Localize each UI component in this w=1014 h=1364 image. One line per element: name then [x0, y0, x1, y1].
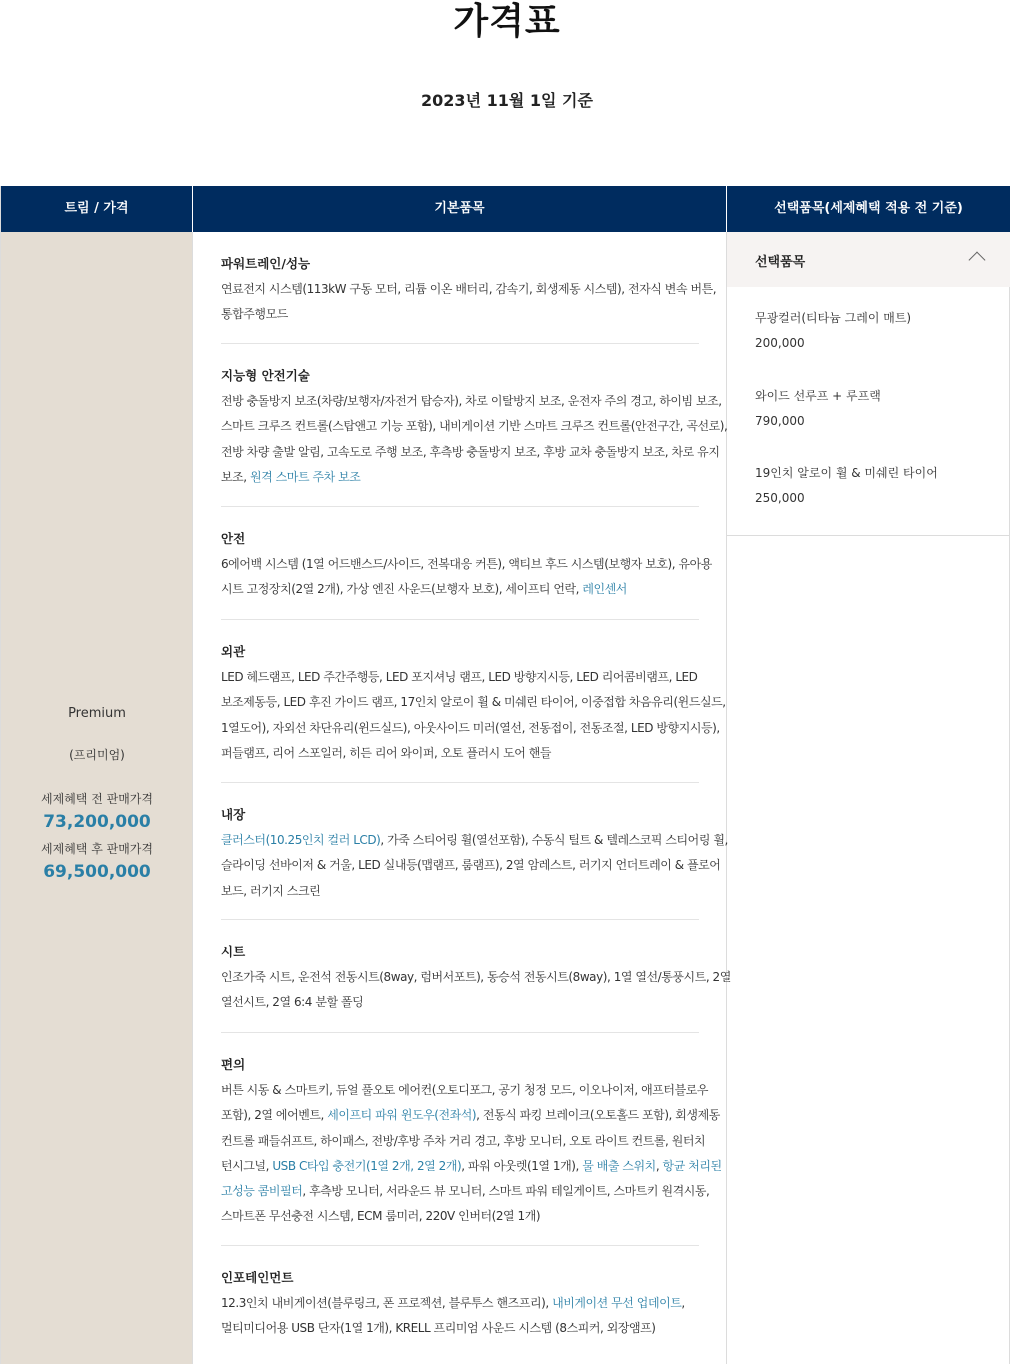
section-line	[221, 277, 717, 302]
option-price: 200,000	[755, 336, 805, 350]
section-line	[221, 1078, 709, 1103]
feature-text: 전방 차량 출발 알림, 고속도로 주행 보조, 후측방 충돌방지 보조, 후방 교차 충돌방지 보조, 차로 유지	[221, 444, 720, 459]
feature-text: , 파워 아웃렛(1열 1개),	[461, 1158, 583, 1173]
feature-text: 1열도어), 자외선 차단유리(윈드실드), 아웃사이드 미러(열선, 전동접이, 전동조절, LED 방향지시등),	[221, 720, 720, 735]
highlighted-feature: 클러스터(10.25인치 컬러 LCD)	[221, 833, 381, 847]
section-body	[221, 552, 712, 603]
section-line	[221, 1154, 722, 1179]
highlighted-feature: 물 배출 스위치	[582, 1158, 656, 1173]
option-price: 790,000	[755, 414, 805, 428]
header-basic-items: 기본품목	[193, 186, 727, 232]
section-title: 안전	[221, 531, 246, 546]
section-line	[221, 414, 728, 439]
feature-text: 버튼 시동 & 스마트키, 듀얼 풀오토 에어컨(오토디포그, 공기 청정 모드, 이오나이저, 애프터블로우	[221, 1083, 709, 1097]
basic-section	[221, 507, 712, 620]
feature-text: 통합주행모드	[221, 307, 288, 322]
section-line	[221, 1316, 699, 1341]
section-title: 파워트레인/성능	[221, 256, 311, 271]
header-option-items: 선택품목(세제혜택 적용 전 기준)	[774, 201, 963, 216]
table-header	[1, 186, 1010, 232]
feature-text: LED 헤드램프, LED 주간주행등, LED 포지셔닝 램프, LED 방향지시등, LED 리어콤비램프, LED	[221, 670, 698, 684]
option-item	[755, 387, 995, 430]
header-trim-price: 트림 / 가격	[1, 186, 193, 232]
option-name: 19인치 알로이 휠 & 미쉐린 타이어	[755, 466, 938, 480]
highlighted-feature: USB C타입 충전기(1열 2개, 2열 2개)	[272, 1158, 462, 1173]
section-line	[221, 690, 726, 715]
section-line	[221, 1204, 699, 1229]
page-date-note: 2023년 11월 1일 기준	[421, 91, 593, 110]
option-name: 무광컬러(티타늄 그레이 매트)	[755, 311, 912, 325]
feature-text: , 가죽 스티어링 휠(열선포함), 수동식 틸트 & 텔레스코픽 스티어링 휠,	[380, 833, 728, 847]
feature-text: 12.3인치 내비게이션(블루링크, 폰 프로젝션, 블루투스 핸즈프리),	[221, 1296, 553, 1310]
feature-text: 스마트 크루즈 컨트롤(스탑앤고 기능 포함), 내비게이션 기반 스마트 크루즈 컨트롤(안전구간, 곡선로),	[221, 419, 728, 434]
basic-section	[221, 232, 717, 344]
price-before-label: 세제혜택 전 판매가격	[41, 792, 153, 806]
feature-text: , 후측방 모니터, 서라운드 뷰 모니터, 스마트 파워 테일게이트, 스마트키 원격시동,	[302, 1184, 710, 1199]
option-accordion-header[interactable]	[727, 232, 1010, 287]
basic-section	[221, 344, 728, 507]
basic-section	[221, 620, 726, 783]
basic-items-column	[193, 232, 731, 1364]
option-price: 250,000	[755, 491, 805, 505]
option-item	[755, 309, 995, 352]
section-body	[221, 665, 726, 766]
basic-section	[221, 1246, 699, 1364]
price-after-value: 69,500,000	[43, 862, 151, 882]
feature-text: 전방 충돌방지 보조(차량/보행자/자전거 탑승자), 차로 이탈방지 보조, 운전자 주의 경고, 하이빔 보조,	[221, 394, 722, 408]
feature-text: 보드, 러기지 스크린	[221, 883, 321, 898]
highlighted-feature: 원격 스마트 주차 보조	[250, 469, 361, 484]
highlighted-feature: 세이프티 파워 윈도우(전좌석)	[327, 1108, 477, 1123]
section-line	[221, 1103, 720, 1128]
option-name: 와이드 선루프 + 루프랙	[755, 389, 881, 403]
highlighted-feature: 항균 처리된	[662, 1158, 722, 1173]
feature-text: 보조제동등, LED 후진 가이드 램프, 17인치 알로이 휠 & 미쉐린 타이어, 이중접합 차음유리(윈드실드,	[221, 695, 726, 710]
feature-text: 슬라이딩 선바이저 & 거울, LED 실내등(맵램프, 룸램프), 2열 암레스트, 러기지 언더트레이 & 플로어	[221, 858, 721, 873]
basic-section	[221, 920, 731, 1033]
section-title: 시트	[221, 944, 246, 959]
feature-text: 6에어백 시스템 (1열 어드밴스드/사이드, 전복대응 커튼), 액티브 후드 시스템(보행자 보호), 유아용	[221, 557, 712, 571]
feature-text: 연료전지 시스템(113kW 구동 모터, 리튬 이온 배터리, 감속기, 회생제동 시스템), 전자식 변속 버튼,	[221, 282, 717, 296]
price-after-label: 세제혜택 후 판매가격	[41, 842, 153, 856]
section-line	[221, 1179, 710, 1204]
section-body	[221, 965, 731, 1016]
section-title: 인포테인먼트	[221, 1270, 294, 1285]
section-line	[221, 828, 728, 853]
price-before-value: 73,200,000	[43, 812, 151, 832]
section-body	[221, 277, 717, 328]
section-body	[221, 1078, 722, 1230]
option-list	[727, 287, 1010, 536]
price-table	[0, 186, 1010, 1364]
feature-text: ,	[655, 1158, 663, 1173]
section-line	[221, 552, 712, 577]
feature-text: 시트 고정장치(2열 2개), 가상 엔진 사운드(보행자 보호), 세이프티 언락,	[221, 582, 583, 597]
trim-name: Premium	[68, 706, 126, 721]
highlighted-feature: 고성능 콤비필터	[221, 1184, 303, 1199]
section-line	[221, 577, 699, 602]
basic-section	[221, 783, 728, 920]
trim-column	[1, 232, 193, 1364]
section-line	[221, 1291, 699, 1316]
feature-text: 스마트폰 무선충전 시스템, ECM 룸미러, 220V 인버터(2열 1개)	[221, 1209, 541, 1224]
basic-section	[221, 1033, 722, 1246]
feature-text: 보조,	[221, 469, 251, 484]
highlighted-feature: 내비게이션 무선 업데이트	[552, 1296, 682, 1310]
feature-text: 컨트롤 패들쉬프트, 하이패스, 전방/후방 주차 거리 경고, 후방 모니터, 오토 라이트 컨트롤, 원터치	[221, 1133, 706, 1148]
section-title: 외관	[221, 644, 246, 659]
section-line	[221, 389, 722, 414]
page-title: 가격표	[453, 1, 561, 42]
chevron-up-icon[interactable]	[969, 252, 986, 269]
feature-text: 열선시트, 2열 6:4 분할 폴딩	[221, 995, 364, 1010]
section-line	[221, 665, 699, 690]
option-item	[755, 464, 995, 507]
feature-text: 멀티미디어용 USB 단자(1열 1개), KRELL 프리미엄 사운드 시스템 (8스피커, 외장앰프)	[221, 1321, 656, 1336]
section-title: 내장	[221, 807, 246, 822]
section-line	[221, 1129, 706, 1154]
feature-text: , 전동식 파킹 브레이크(오토홀드 포함), 회생제동	[476, 1108, 720, 1123]
option-items-column	[727, 232, 1010, 1364]
feature-text: 인조가죽 시트, 운전석 전동시트(8way, 럼버서포트), 동승석 전동시트(8way), 1열 열선/통풍시트, 2열	[221, 970, 731, 984]
feature-text: ,	[681, 1296, 685, 1310]
section-line	[221, 716, 720, 741]
feature-text: 퍼들램프, 리어 스포일러, 히든 리어 와이퍼, 오토 플러시 도어 핸들	[221, 745, 552, 760]
section-line	[221, 741, 699, 766]
section-line	[221, 879, 699, 904]
section-line	[221, 853, 721, 878]
feature-text: 포함), 2열 에어벤트,	[221, 1108, 328, 1123]
section-title: 지능형 안전기술	[221, 368, 310, 383]
feature-text: 턴시그널,	[221, 1158, 273, 1173]
section-body	[221, 1291, 699, 1342]
section-body	[221, 389, 728, 490]
highlighted-feature: 레인센서	[582, 582, 627, 597]
section-line	[221, 465, 699, 490]
section-line	[221, 440, 720, 465]
option-accordion-title: 선택품목	[755, 255, 806, 270]
section-line	[221, 302, 699, 327]
section-line	[221, 990, 699, 1015]
section-body	[221, 828, 728, 904]
section-line	[221, 965, 731, 990]
section-title: 편의	[221, 1057, 246, 1072]
trim-name-korean: (프리미엄)	[69, 748, 125, 762]
